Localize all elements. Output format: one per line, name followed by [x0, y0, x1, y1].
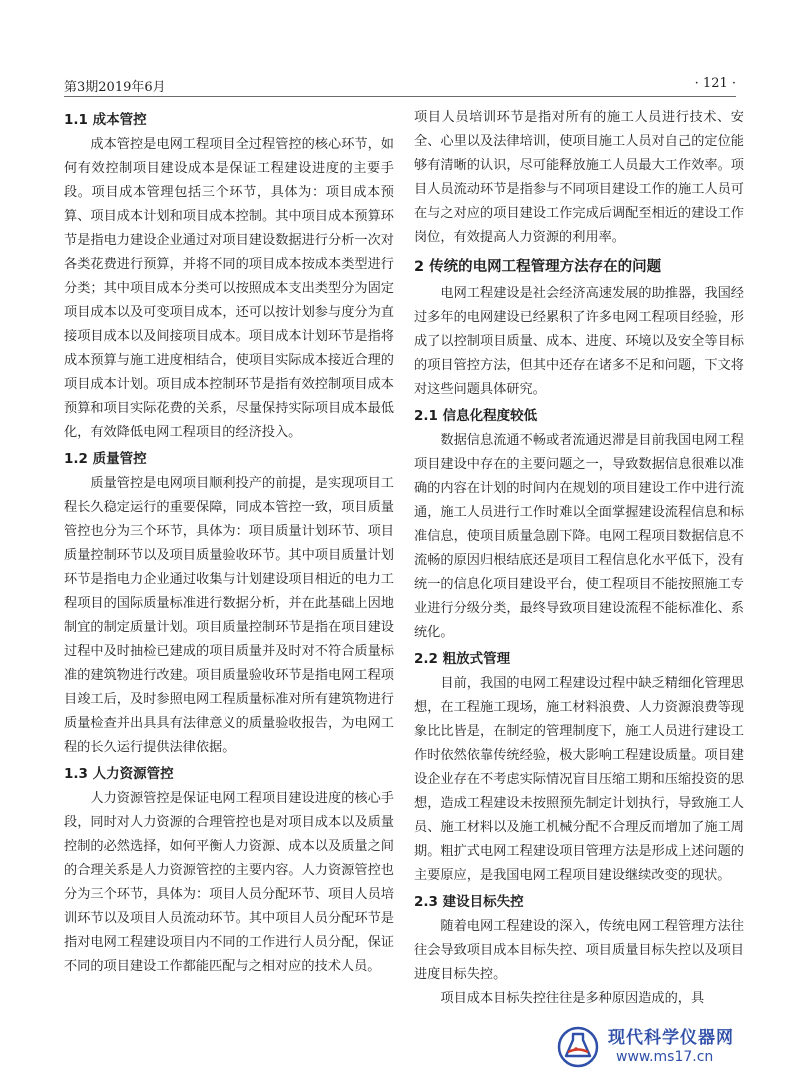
section-1-3-paragraph: 人力资源管控是保证电网工程项目建设进度的核心手段，同时对人力资源的合理管控也是对项目成本以及质量控制的必然选择，如何平衡人力资源、成本以及质量之间的合理关系是人力资源管控的主要内容。人力资源管控也分为三个环节，具体为：项目人员分配环节、项目人员培训环节以及项目人员流动环节。其中项目人员分配环节是指对电网工程建设项目内不同的工作进行人员分配，保证不同的项目建设工作都能匹配与之相对应的技术人员。: [64, 791, 394, 974]
section-1-1-paragraph: 成本管控是电网工程项目全过程管控的核心环节，如何有效控制项目建设成本是保证工程建设进度的主要手段。项目成本管理包括三个环节，具体为：项目成本预算、项目成本计划和项目成本控制。其中项目成本预算环节是指电力建设企业通过对项目建设数据进行分析一次对各类花费进行预算，并将不同的项目成本按成本类型进行分类；其中项目成本分类可以按照成本支出类型分为固定项目成本以及可变项目成本，还可以按计划参与度分为直接项目成本以及间接项目成本。项目成本计划环节是指将成本预算与施工进度相结合，使项目实际成本接近合理的项目成本计划。项目成本控制环节是指有效控制项目成本预算和项目实际花费的关系，尽量保持实际项目成本最低化，有效降低电网工程项目的经济投入。: [64, 137, 394, 440]
section-2-3-paragraph: 随着电网工程建设的深入，传统电网工程管理方法往往会导致项目成本目标失控、项目质量目标失控以及项目进度目标失控。: [414, 919, 744, 982]
running-header: [64, 76, 736, 100]
watermark-url: www.ms17.cn: [616, 1049, 714, 1065]
section-1-3-heading: 1.3 人力资源管控: [64, 766, 174, 782]
flask-logo-icon: [556, 1025, 600, 1069]
section-2-3-paragraph-2: 项目成本目标失控往往是多种原因造成的，具: [440, 991, 705, 1006]
section-1-2-paragraph: 质量管控是电网项目顺利投产的前提，是实现项目工程长久稳定运行的重要保障，同成本管控一致，项目质量管控也分为三个环节，具体为：项目质量计划环节、项目质量控制环节以及项目质量验收环节。其中项目质量计划环节是指电力企业通过收集与计划建设项目相近的电力工程项目的国际质量标准进行数据分析，并在此基础上因地制宜的制定质量计划。项目质量控制环节是指在项目建设过程中及时抽检已建成的项目质量并及时对不符合质量标准的建筑物进行改建。项目质量验收环节是指电网工程项目竣工后，及时参照电网工程质量标准对所有建筑物进行质量检查并出具具有法律意义的质量验收报告，为电网工程的长久运行提供法律依据。: [64, 476, 394, 755]
issue-date: 第3期2019年6月: [64, 80, 166, 95]
section-1-1-heading: 1.1 成本管控: [64, 112, 147, 128]
section-1-3-continued: 项目人员培训环节是指对所有的施工人员进行技术、安全、心里以及法律培训，使项目施工人员对自己的定位能够有清晰的认识，尽可能释放施工人员最大工作效率。项目人员流动环节是指参与不同项目建设工作的施工人员可在与之对应的项目建设工作完成后调配至相近的建设工作岗位，有效提高人力资源的利用率。: [414, 110, 744, 245]
section-2-3-heading: 2.3 建设目标失控: [414, 894, 524, 910]
section-1-2-heading: 1.2 质量管控: [64, 451, 147, 467]
watermark-logo: [556, 1019, 786, 1075]
watermark-site-name: 现代科学仪器网: [608, 1028, 734, 1048]
section-2-1-heading: 2.1 信息化程度较低: [414, 408, 538, 424]
section-2-1-paragraph: 数据信息流通不畅或者流通迟滞是目前我国电网工程项目建设中存在的主要问题之一，导致数据信息很难以准确的内容在计划的时间内在规划的项目建设工作中进行流通，施工人员进行工作时难以全面掌握建设流程信息和标准信息，使项目质量急剧下降。电网工程项目数据信息不流畅的原因归根结底还是项目工程信息化水平低下，没有统一的信息化项目建设平台，使工程项目不能按照施工专业进行分级分类，最终导致项目建设流程不能标准化、系统化。: [414, 433, 744, 640]
right-column: [414, 106, 744, 1011]
left-column: [64, 106, 394, 979]
section-2-2-paragraph: 目前，我国的电网工程建设过程中缺乏精细化管理思想，在工程施工现场，施工材料浪费、人力资源浪费等现象比比皆是，在制定的管理制度下，施工人员进行建设工作时依然依靠传统经验，极大影响工程建设质量。项目建设企业存在不考虑实际情况盲目压缩工期和压缩投资的思想，造成工程建设未按照预先制定计划执行，导致施工人员、施工材料以及施工机械分配不合理反而增加了施工周期。粗扩式电网工程建设项目管理方法是形成上述问题的主要原应，是我国电网工程项目建设继续改变的现状。: [414, 676, 744, 883]
section-2-2-heading: 2.2 粗放式管理: [414, 651, 511, 667]
page-number: · 121 ·: [694, 76, 736, 91]
section-2-paragraph: 电网工程建设是社会经济高速发展的助推器，我国经过多年的电网建设已经累积了许多电网工程项目经验，形成了以控制项目质量、成本、进度、环境以及安全等目标的项目管控方法，但其中还存在诸多不足和问题，下文将对这些问题具体研究。: [414, 286, 744, 397]
section-2-heading: 2 传统的电网工程管理方法存在的问题: [414, 259, 662, 275]
header-rule: [64, 96, 736, 97]
